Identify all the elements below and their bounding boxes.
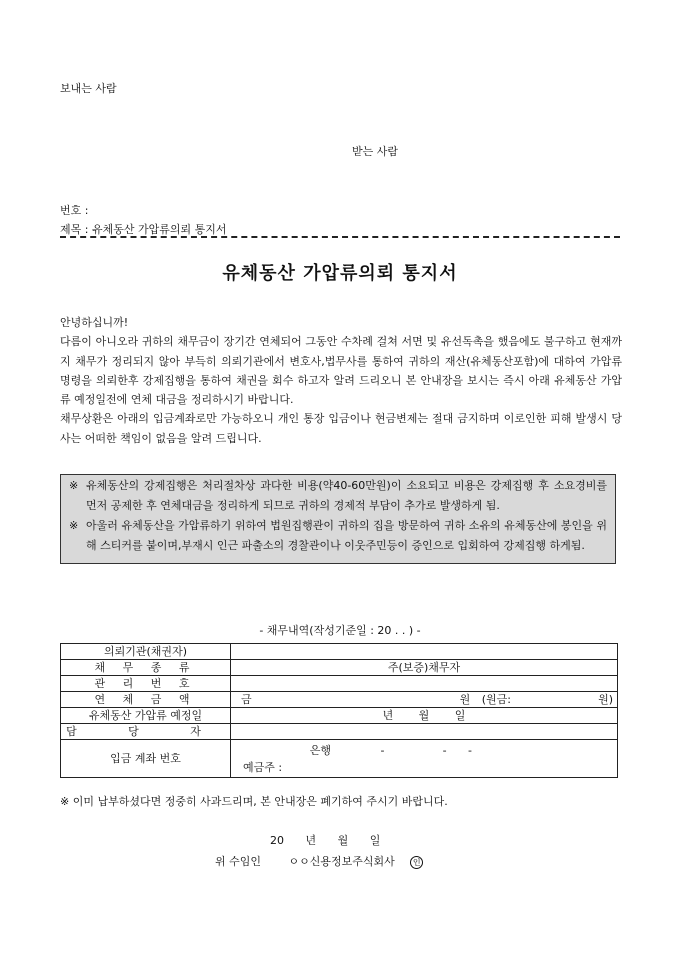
seal-icon: 인: [410, 856, 423, 869]
footnote: ※ 이미 납부하셨다면 정중히 사과드리며, 본 안내장은 폐기하여 주시기 바랍니다.: [60, 795, 448, 808]
dashed-divider: [60, 236, 620, 238]
table-row: [61, 740, 618, 778]
sign-prefix: 위 수임인: [215, 855, 262, 868]
table-row: [61, 660, 618, 676]
amount-won-end: 원): [598, 693, 613, 706]
company-name: ㅇㅇ신용정보주식회사: [288, 855, 395, 868]
document-title: 유체동산 가압류의뢰 통지서: [222, 263, 458, 284]
body-paragraph-2: 채무상환은 아래의 입금계좌로만 가능하오니 개인 통장 입금이나 현금변제는 절대 금지하며 이로인한 피해 발생시 당사는 어떠한 책임이 없음을 알려 드립니다.: [60, 412, 622, 445]
debt-type-label: 채 무 종 류: [61, 660, 231, 676]
debt-details-table: [60, 643, 618, 778]
account-label: 입금 계좌 번호: [61, 740, 231, 778]
greeting: 안녕하십니까!: [60, 316, 129, 329]
manager-label: 담 당 자: [61, 724, 231, 740]
amount-won: 원 (원금:: [459, 693, 511, 706]
agency-value: [231, 644, 618, 660]
table-row: [61, 692, 618, 708]
overdue-amount-label: 연 체 금 액: [61, 692, 231, 708]
issue-date: 20 년 월 일: [270, 834, 381, 847]
document-meta: [60, 201, 226, 239]
notice-item: [69, 476, 607, 516]
debt-type-value: 주(보증)채무자: [231, 660, 618, 676]
manager-value: [231, 724, 618, 740]
signature-line: [215, 853, 423, 869]
bank-label: 은행: [309, 743, 331, 757]
overdue-amount-value: [231, 692, 618, 708]
table-row: [61, 644, 618, 660]
manage-number-value: [231, 676, 618, 692]
sender-label: 보내는 사람: [60, 82, 117, 95]
account-value: [231, 740, 618, 778]
letter-body: [60, 313, 622, 448]
debt-details-title: - 채무내역(작성기준일 : 20 . . ) -: [259, 624, 421, 637]
receiver-label: 받는 사람: [352, 145, 399, 158]
reference-mark-icon: ※: [69, 479, 79, 492]
reference-mark-icon: ※: [69, 519, 79, 532]
agency-label: 의뢰기관(채권자): [61, 644, 231, 660]
table-row: [61, 676, 618, 692]
seizure-date-value: 년 월 일: [231, 708, 618, 724]
account-dash: -: [380, 743, 385, 757]
manage-number-label: 관 리 번 호: [61, 676, 231, 692]
account-holder-label: 예금주 :: [243, 760, 283, 774]
notice-item-text: 아울러 유체동산을 가압류하기 위하여 법원집행관이 귀하의 집을 방문하여 귀하 소유의 유체동산에 봉인을 위해 스티커를 붙이며,부재시 인근 파출소의 경찰관이나 이웃주민등이 증인으로 입회하여 강제집행 하게됨.: [86, 519, 607, 552]
notice-item: [69, 516, 607, 556]
notice-box: [60, 474, 616, 564]
table-row: [61, 724, 618, 740]
amount-prefix: 금: [241, 693, 252, 706]
number-label: 번호 :: [60, 204, 89, 217]
seizure-date-label: 유체동산 가압류 예정일: [61, 708, 231, 724]
account-dash: - -: [442, 743, 472, 757]
notice-item-text: 유체동산의 강제집행은 처리절차상 과다한 비용(약40-60만원)이 소요되고 비용은 강제집행 후 소요경비를 먼저 공제한 후 연체대금을 정리하게 되므로 귀하의 경제적 부담이 추가로 발생하게 됨.: [86, 479, 607, 512]
table-row: [61, 708, 618, 724]
body-paragraph-1: 다름이 아니오라 귀하의 채무금이 장기간 연체되어 그동안 수차례 걸쳐 서면 및 유선독촉을 했음에도 불구하고 현재까지 채무가 정리되지 않아 부득히 의뢰기관에서 변호사,법무사를 통하여 귀하의 재산(유체동산포함)에 대하여 가압류 명령을 의뢰한후 강제집행을 통하여 채권을 회수 하고자 알려 드리오니 본 안내장을 보시는 즉시 아래 유체동산 가압류 예정일전에 연체 대금을 정리하시기 바랍니다.: [60, 335, 622, 407]
subject-label: 제목 : 유체동산 가압류의뢰 통지서: [60, 223, 227, 236]
